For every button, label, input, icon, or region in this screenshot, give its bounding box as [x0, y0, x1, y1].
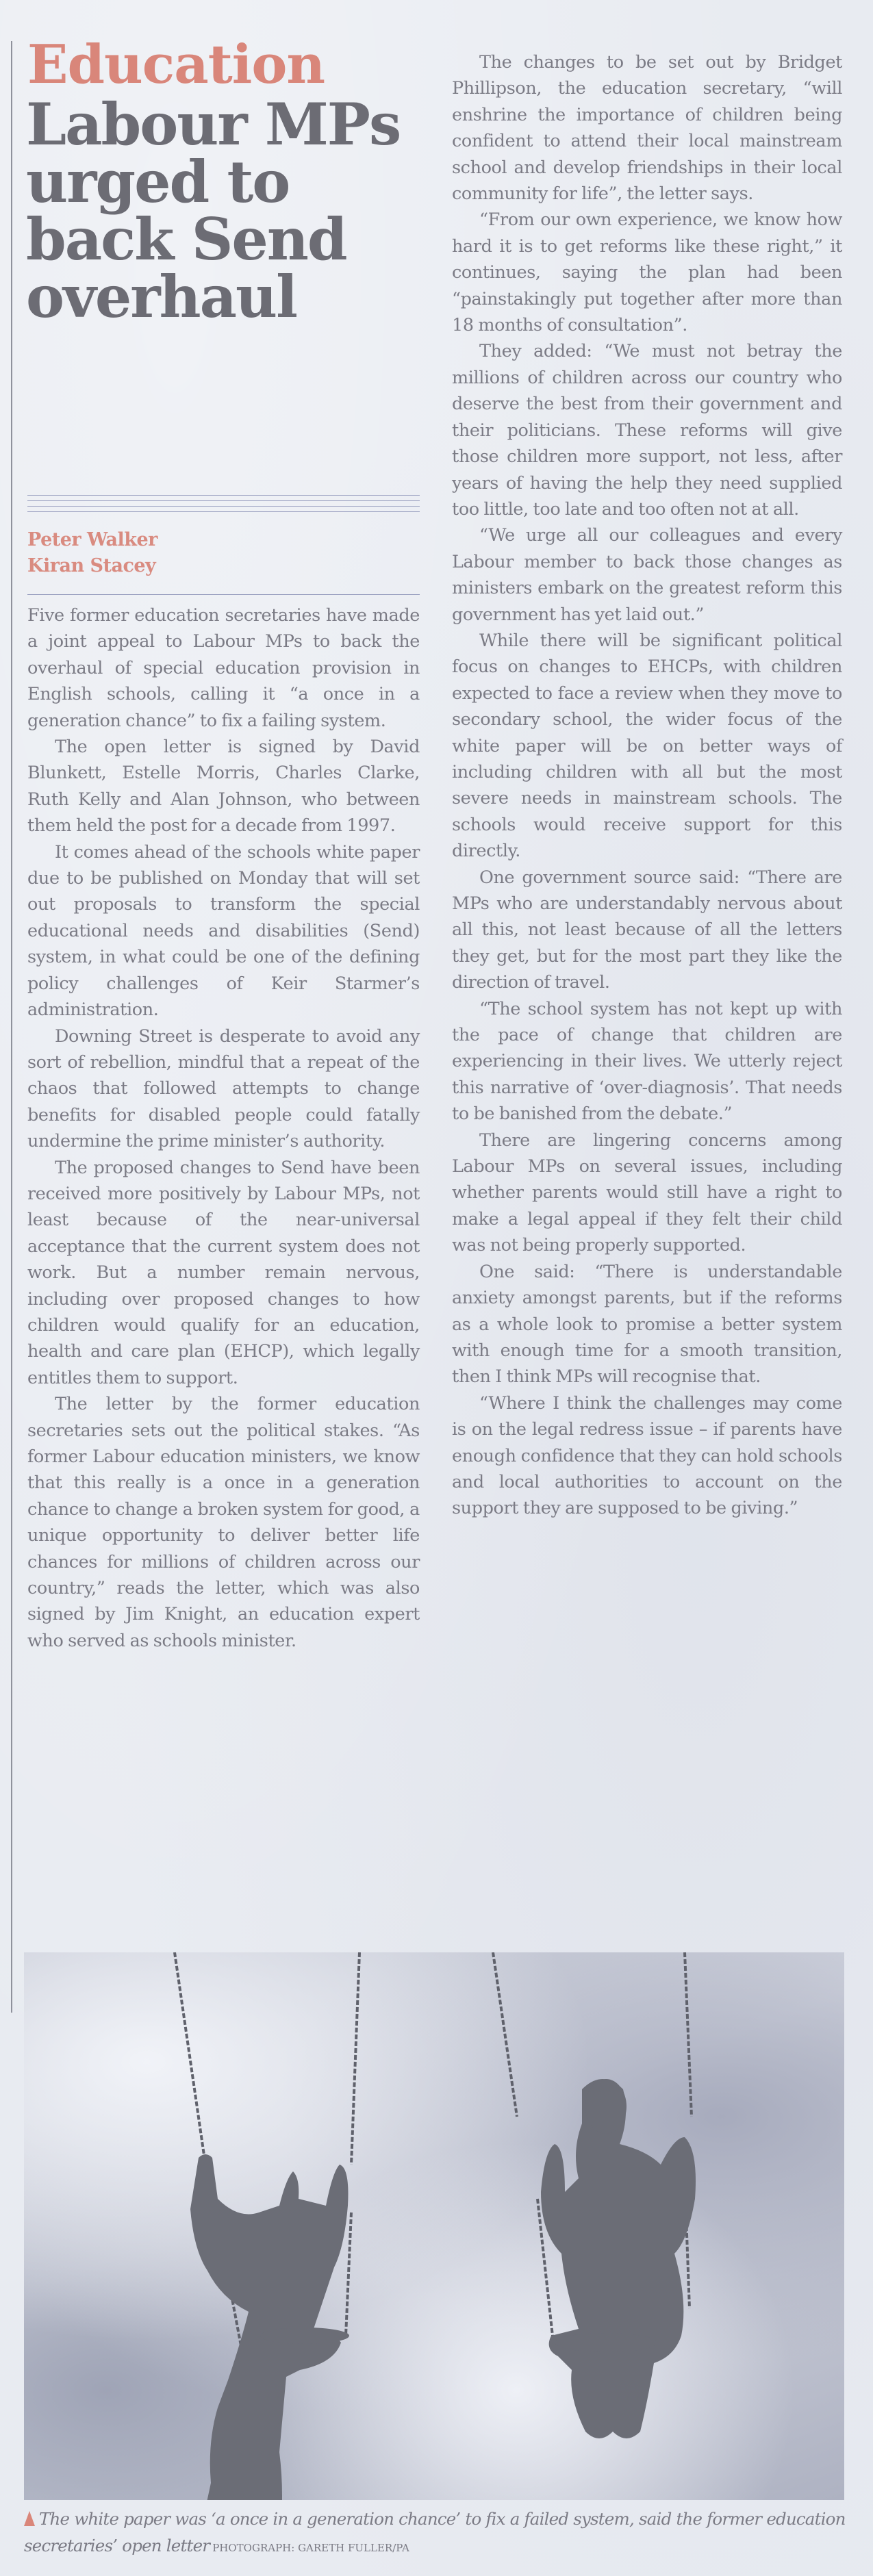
paragraph: “We urge all our colleagues and every Labour member to back those changes as ministers embark on the greatest reform this government has yet laid out.”: [452, 525, 842, 625]
body-column-right: [452, 49, 842, 1522]
swing-chain: [351, 1952, 359, 2165]
swing-chain: [346, 2212, 351, 2336]
column-divider: [11, 41, 12, 2013]
child-silhouette: [541, 2079, 696, 2438]
paragraph: “From our own experience, we know how hard it is to get reforms like these right,” it continues, saying the plan had been “painstakingly put together after more than 18 months of consultation”.: [452, 209, 842, 336]
paragraph: There are lingering concerns among Labour MPs on several issues, including whether parents would still have a right to make a legal appeal if they felt their child was not being properly supported.: [452, 1130, 842, 1256]
paragraph: Five former education secretaries have made a joint appeal to Labour MPs to back the overhaul of special education provision in English schools, calling it “a once in a generation chance” to fix a failing system.: [27, 605, 420, 731]
caption-text: The white paper was ‘a once in a generation chance’ to fix a failed system, said the former education secretaries’ open letter: [24, 2509, 846, 2555]
paragraph: “Where I think the challenges may come is on the legal redress issue – if parents have enough confidence that they can hold schools and local authorities to account on the support they are supposed to be giving.”: [452, 1392, 842, 1519]
swing-seat: [555, 2333, 657, 2352]
paragraph: “The school system has not kept up with the pace of change that children are experiencing in their lives. We utterly reject this narrative of ‘over-diagnosis’. That needs to be banished from the debate.”: [452, 998, 842, 1125]
paragraph: One government source said: “There are MPs who are understandably nervous about all this, not least because of all the letters they get, but for the most part they like the direction of travel.: [452, 867, 842, 993]
byline-rule: [27, 594, 420, 595]
paragraph: It comes ahead of the schools white paper due to be published on Monday that will set out proposals to transform the special educational needs and disabilities (Send) system, in what could be one of the defining policy challenges of Keir Starmer’s administration.: [27, 841, 420, 1021]
paragraph: One said: “There is understandable anxiety amongst parents, but if the reforms as a whole look to promise a better system with enough time for a smooth transition, then I think MPs will recognise that.: [452, 1261, 842, 1388]
paragraph: While there will be significant political focus on changes to EHCPs, with children expected to face a review when they move to secondary school, the wider focus of the white paper will be on better ways of including children with all but the most severe needs in mainstream schools. The schools would receive support for this directly.: [452, 630, 842, 862]
paragraph: They added: “We must not betray the millions of children across our country who deserve the best from their government and their politicians. These reforms will give those children more support, not less, after years of having the help they need supplied too little, too late and too often not at all.: [452, 341, 842, 520]
headline: Labour MPs urged to back Send overhaul: [26, 90, 401, 331]
byline: [27, 527, 157, 579]
swing-chain: [175, 1952, 205, 2165]
child-head: [585, 2079, 627, 2134]
swing-chain: [685, 1952, 692, 2117]
article-photo: [24, 1952, 844, 2500]
swing-chain: [493, 1952, 517, 2117]
child-silhouette: [190, 2154, 349, 2500]
photo-caption: [24, 2505, 846, 2562]
paragraph: Downing Street is desperate to avoid any sort of rebellion, mindful that a repeat of the chaos that followed attempts to change benefits for disabled people could fatally undermine the prime minister’s authority.: [27, 1025, 420, 1152]
triangle-up-icon: [24, 2511, 35, 2526]
swing-seat: [260, 2328, 349, 2344]
body-column-left: [27, 602, 420, 1654]
photo-credit: PHOTOGRAPH: GARETH FULLER/PA: [212, 2542, 409, 2554]
paragraph: The changes to be set out by Bridget Phillipson, the education secretary, “will enshrine the importance of children being confident to attend their local mainstream school and develop friendships in their local community for life”, the letter says.: [452, 52, 842, 205]
paragraph: The open letter is signed by David Blunkett, Estelle Morris, Charles Clarke, Ruth Kelly and Alan Johnson, who between them held the post for a decade from 1997.: [27, 737, 420, 837]
headline-rules: [27, 495, 420, 517]
section-kicker: Education: [27, 34, 325, 96]
paragraph: The proposed changes to Send have been received more positively by Labour MPs, not least because of the near-universal acceptance that the current system does not work. But a number remain nervous, including over proposed changes to how children would qualify for an education, health and care plan (EHCP), which legally entitles them to support.: [27, 1157, 420, 1388]
author-name: Kiran Stacey: [27, 555, 156, 576]
paragraph: The letter by the former education secretaries sets out the political stakes. “As former Labour education ministers, we know that this really is a once in a generation chance to change a broken system for good, a unique opportunity to deliver better life chances for millions of children across our country,” reads the letter, which was also signed by Jim Knight, an education expert who served as schools minister.: [27, 1394, 420, 1651]
author-name: Peter Walker: [27, 529, 157, 550]
swings-silhouette-illustration: [24, 1952, 844, 2500]
